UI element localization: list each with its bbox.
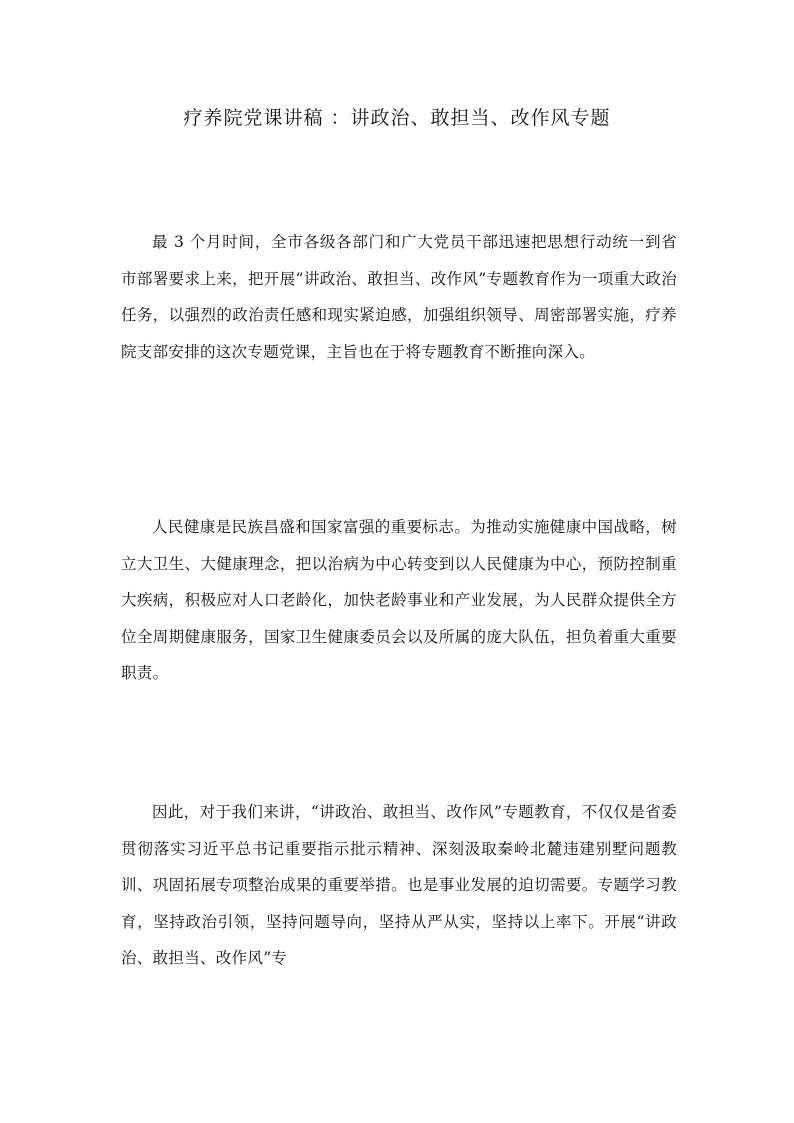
document-title: 疗养院党课讲稿 ：讲政治、敢担当、改作风专题 [183,107,611,129]
paragraph-2: 人民健康是民族昌盛和国家富强的重要标志。为推动实施健康中国战略，树立大卫生、大健康理念，把以治病为中心转变到以人民健康为中心，预防控制重大疾病，积极应对人口老龄化，加快老龄事业和产业发展，为人民群众提供全方位全周期健康服务，国家卫生健康委员会以及所属的庞大队伍，担负着重大重要职责。 [121,518,677,683]
paragraph-1: 最 3 个月时间，全市各级各部门和广大党员干部迅速把思想行动统一到省市部署要求上来，把开展“讲政治、敢担当、改作风”专题教育作为一项重大政治任务，以强烈的政治责任感和现实紧迫感，加强组织领导、周密部署实施，疗养院支部安排的这次专题党课，主旨也在于将专题教育不断推向深入。 [121,233,677,361]
paragraph-3: 因此，对于我们来讲，“讲政治、敢担当、改作风”专题教育，不仅仅是省委贯彻落实习近平总书记重要指示批示精神、深刻汲取秦岭北麓违建别墅问题教训、巩固拓展专项整治成果的重要举措。也是事业发展的迫切需要。专题学习教育，坚持政治引领，坚持问题导向，坚持从严从实，坚持以上率下。开展“讲政治、敢担当、改作风”专 [121,803,677,968]
